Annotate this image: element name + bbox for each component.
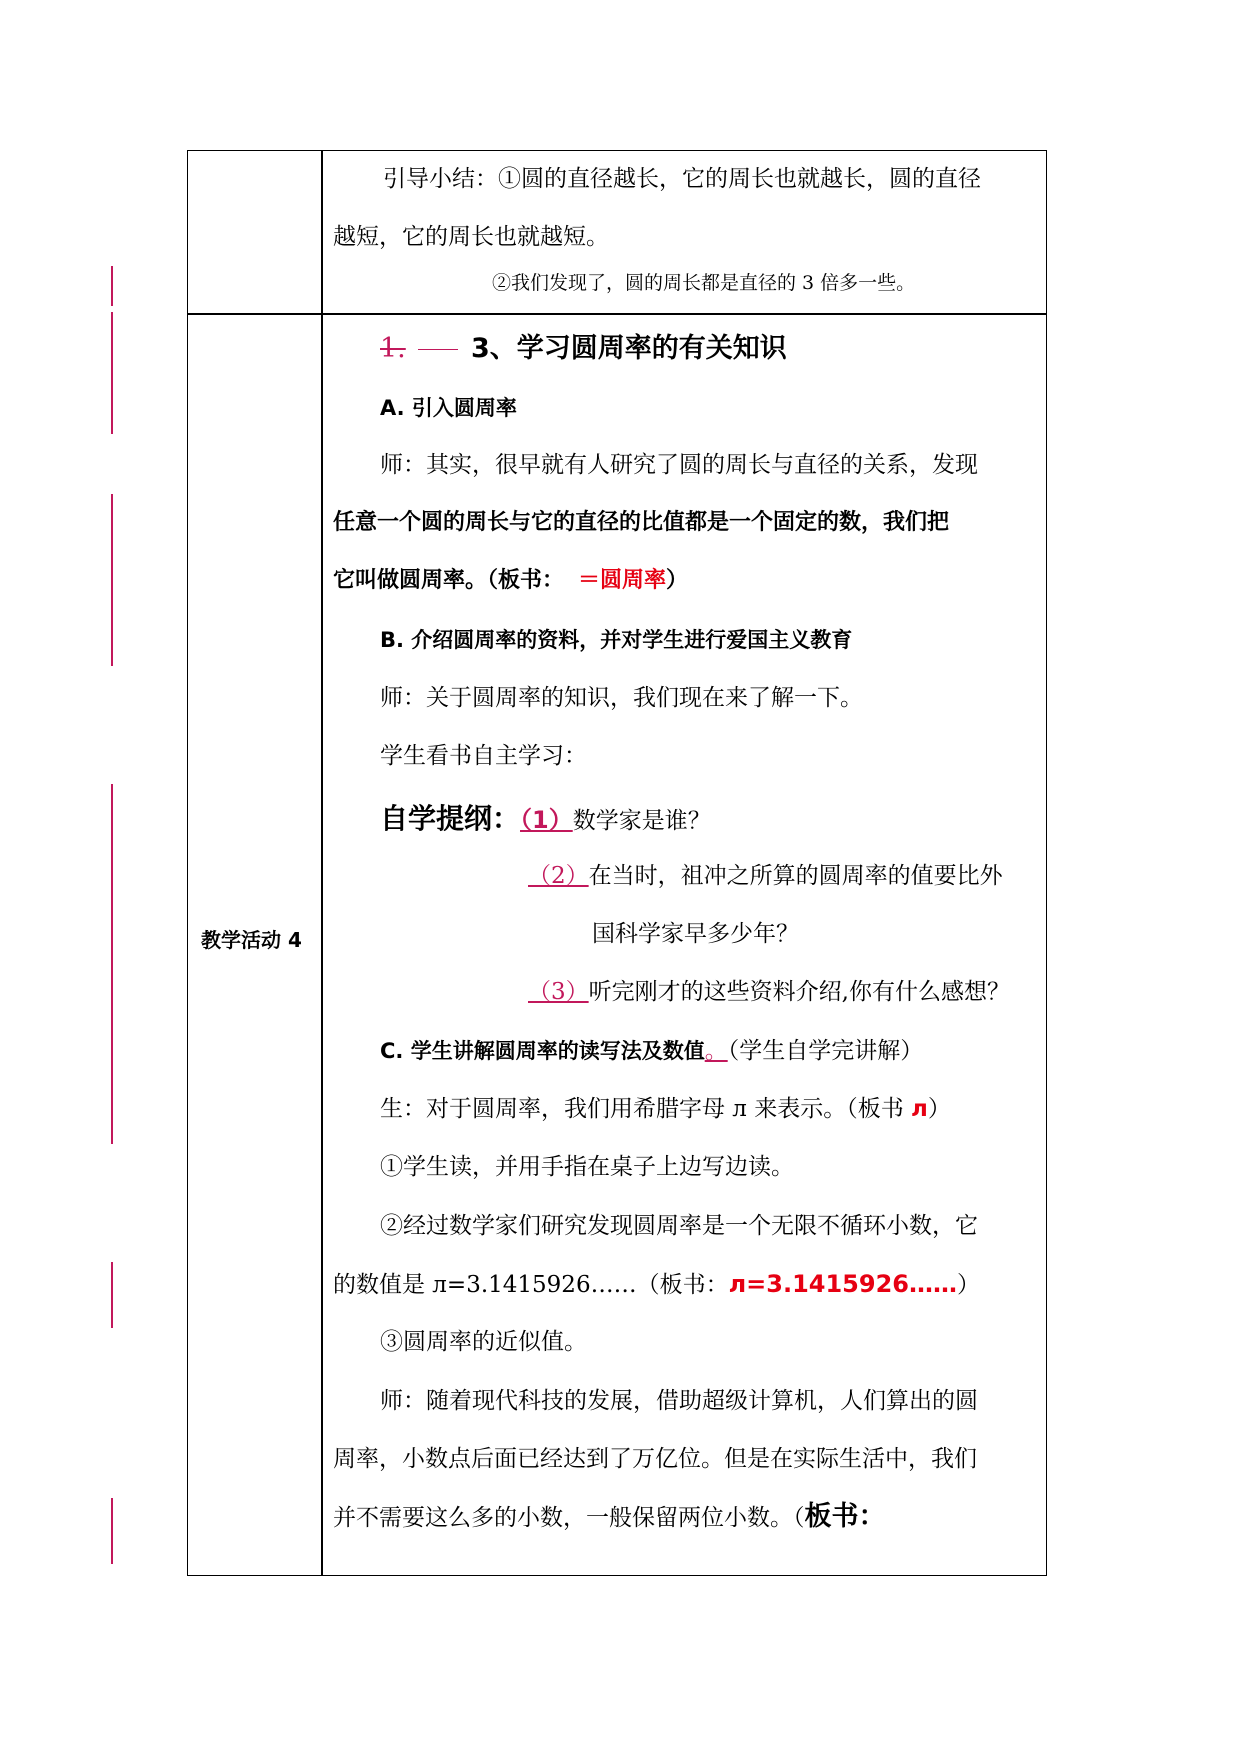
paragraph-4: [380, 1094, 951, 1124]
text-span: ）: [666, 568, 689, 593]
question-text: 在当时，祖冲之所算的圆周率的值要比外: [588, 863, 1003, 889]
summary-line-3: ②我们发现了，圆的周长都是直径的 3 倍多一些。: [492, 272, 916, 294]
summary-line-2: 越短，它的周长也就越短。: [333, 224, 609, 250]
lesson-table: [187, 150, 1047, 1576]
board-note-red: л: [911, 1096, 928, 1122]
section-heading: [380, 331, 787, 367]
row-divider: [188, 313, 1046, 315]
activity-label: 教学活动 4: [201, 928, 302, 952]
inserted-number: （3）: [528, 979, 589, 1005]
board-note-red: л=3.1415926……: [728, 1270, 957, 1298]
outline-title: 自学提纲：: [380, 802, 521, 835]
paragraph-7: ③圆周率的近似值。: [380, 1329, 587, 1355]
paragraph-8-line-2: 周率，小数点后面已经达到了万亿位。但是在实际生活中，我们: [333, 1446, 977, 1472]
change-bar: [111, 1498, 113, 1564]
paragraph-6-line-1: ②经过数学家们研究发现圆周率是一个无限不循环小数，它: [380, 1213, 978, 1239]
deletion-mark: [418, 349, 458, 350]
section-title: 3、学习圆周率的有关知识: [470, 333, 787, 364]
summary-line-1: 引导小结：①圆的直径越长，它的周长也就越长，圆的直径: [383, 166, 981, 192]
outline-question-3: [528, 977, 1010, 1007]
paragraph-3: 学生看书自主学习：: [380, 743, 587, 769]
paragraph-5: ①学生读，并用手指在桌子上边写边读。: [380, 1154, 794, 1180]
column-divider: [321, 151, 323, 1575]
paragraph-6-line-2: [333, 1269, 980, 1300]
question-text: 数学家是谁？: [572, 808, 711, 834]
change-bar: [111, 494, 113, 666]
text-span: 它叫做圆周率。（板书：: [333, 568, 565, 593]
question-text: 听完刚才的这些资料介绍,你有什么感想？: [588, 979, 1010, 1005]
text-span: 生：对于圆周率，我们用希腊字母 л 来表示。（板书: [380, 1096, 912, 1122]
subsection-c-note: （学生自学完讲解）: [727, 1038, 924, 1064]
paragraph-2: 师：关于圆周率的知识，我们现在来了解一下。: [380, 685, 863, 711]
inserted-text: 。: [704, 1038, 728, 1064]
paragraph-8-line-1: 师：随着现代科技的发展，借助超级计算机，人们算出的圆: [380, 1388, 978, 1414]
subsection-a-title: A. 引入圆周率: [380, 396, 517, 420]
deleted-text: 1.: [380, 333, 406, 364]
inserted-number: （2）: [528, 863, 589, 889]
outline-question-1: [380, 800, 711, 840]
paragraph-8-line-3: [333, 1502, 886, 1533]
text-span: ）: [927, 1096, 951, 1122]
subsection-c-heading: C. 学生讲解圆周率的读写法及数值: [380, 1039, 705, 1063]
change-bar: [111, 1262, 113, 1328]
board-note-red: ＝圆周率: [578, 568, 667, 593]
paragraph-1-line-3: [333, 566, 688, 596]
text-span: 并不需要这么多的小数，一般保留两位小数。（: [333, 1505, 805, 1531]
board-note-bold: 板书：: [804, 1501, 886, 1532]
paragraph-1-line-2: 任意一个圆的周长与它的直径的比值都是一个固定的数，我们把: [333, 510, 950, 535]
change-bar: [111, 312, 113, 434]
change-bar: [111, 266, 113, 306]
inserted-number: （1）: [520, 806, 573, 834]
text-span: 的数值是 л=3.1415926……（板书：: [333, 1272, 729, 1298]
outline-question-2-cont: 国科学家早多少年？: [592, 921, 799, 947]
subsection-c-title: [380, 1036, 923, 1066]
text-span: ）: [956, 1272, 980, 1298]
subsection-b-title: B. 介绍圆周率的资料，并对学生进行爱国主义教育: [380, 628, 853, 652]
outline-question-2: [528, 861, 1003, 891]
change-bar: [111, 784, 113, 1144]
paragraph-1-line-1: 师：其实，很早就有人研究了圆的周长与直径的关系，发现: [380, 452, 978, 478]
